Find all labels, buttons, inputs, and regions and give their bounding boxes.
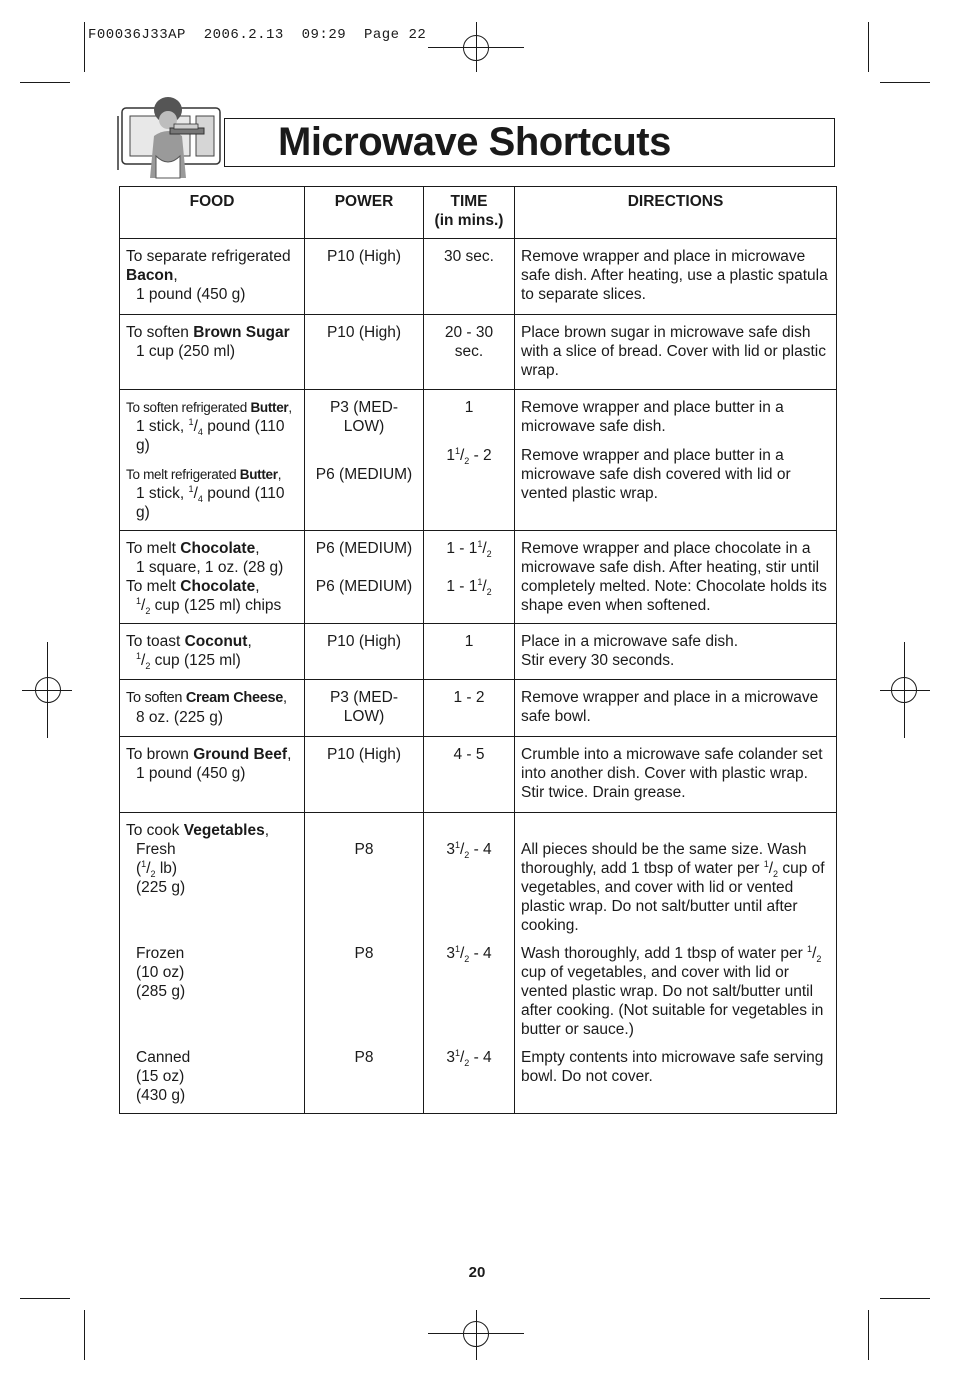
directions-cell: Remove wrapper and place butter in a microwave safe dish. Remove wrapper and place butter in a microwave safe dish covered with lid or vented plastic wrap. [515,390,837,531]
power-cell: P10 (High) [305,624,424,680]
header-power: POWER [305,187,424,239]
time-cell: $1 - 1^1/_2$ $1 - 1^1/_2$ [424,531,515,624]
table-row [120,737,837,813]
directions-cell: Remove wrapper and place in a microwave safe bowl. [515,680,837,737]
food-cell: To soften Cream Cheese, 8 oz. (225 g) [120,680,305,737]
directions-cell: Crumble into a microwave safe colander set into another dish. Cover with plastic wrap. Stir twice. Drain grease. [515,737,837,813]
power-cell: P10 (High) [305,239,424,315]
power-cell: P3 (MED-LOW) [305,680,424,737]
power-cell: P3 (MED-LOW) P6 (MEDIUM) [305,390,424,531]
power-cell: P8 P8 P8 [305,813,424,1114]
table-row [120,239,837,315]
time-cell: $3^1/_2 - 4$ $3^1/_2 - 4$ $3^1/_2 - 4$ [424,813,515,1114]
directions-cell: Place in a microwave safe dish. Stir every 30 seconds. [515,624,837,680]
food-cell: To soften refrigerated Butter, 1 stick, $^1/_4$ pound (110 g) To melt refrigerated Butter, 1 stick, $^1/_4$ pound (110 g) [120,390,305,531]
page-title: Microwave Shortcuts [278,120,671,164]
power-cell: P10 (High) [305,315,424,390]
table-row [120,315,837,390]
title-box [224,118,835,167]
directions-cell: Remove wrapper and place in microwave safe dish. After heating, use a plastic spatula to separate slices. [515,239,837,315]
time-cell: 30 sec. [424,239,515,315]
header-time: TIME (in mins.) [424,187,515,239]
page-number: 20 [468,1264,486,1281]
shortcuts-table [119,186,837,1114]
directions-cell: Place brown sugar in microwave safe dish with a slice of bread. Cover with lid or plastic wrap. [515,315,837,390]
table-row [120,680,837,737]
food-cell: To brown Ground Beef, 1 pound (450 g) [120,737,305,813]
directions-cell: Remove wrapper and place chocolate in a microwave safe dish. After heating, stir until completely melted. Note: Chocolate holds its shape even when softened. [515,531,837,624]
time-cell: 1 [424,624,515,680]
table-row [120,624,837,680]
food-cell: To toast Coconut, $^1/_2$ cup (125 ml) [120,624,305,680]
chef-microwave-illustration [116,96,226,180]
time-cell: 4 - 5 [424,737,515,813]
table-row [120,813,837,1114]
directions-cell: All pieces should be the same size. Wash thoroughly, add 1 tbsp of water per $^1/_2$ cup of vegetables, and cover with lid or vented plastic wrap. Do not salt/butter until after cooking. Wash thoroughly, add 1 tbsp of water per $^1/_2$ cup of vegetables, and cover with lid or vented plastic wrap. Do not salt/butter until after cooking. (Not suitable for vegetables in butter or sauce.) Empty contents into microwave safe serving bowl. Do not cover. [515,813,837,1114]
food-cell: To soften Brown Sugar 1 cup (250 ml) [120,315,305,390]
time-cell: 1 $1^1/_2 - 2$ [424,390,515,531]
food-cell: To cook Vegetables, Fresh ($^1/_2$ lb) (225 g) Frozen (10 oz) (285 g) Canned (15 oz) (430 g) [120,813,305,1114]
food-cell: To melt Chocolate, 1 square, 1 oz. (28 g) To melt Chocolate, $^1/_2$ cup (125 ml) chips [120,531,305,624]
table-row [120,531,837,624]
table-header-row [120,187,837,239]
power-cell: P10 (High) [305,737,424,813]
print-header: F00036J33AP 2006.2.13 09:29 Page 22 [88,27,427,43]
header-directions: DIRECTIONS [515,187,837,239]
table-row [120,390,837,531]
power-cell: P6 (MEDIUM) P6 (MEDIUM) [305,531,424,624]
food-cell: To separate refrigerated Bacon, 1 pound (450 g) [120,239,305,315]
header-food: FOOD [120,187,305,239]
time-cell: 20 - 30 sec. [424,315,515,390]
time-cell: 1 - 2 [424,680,515,737]
